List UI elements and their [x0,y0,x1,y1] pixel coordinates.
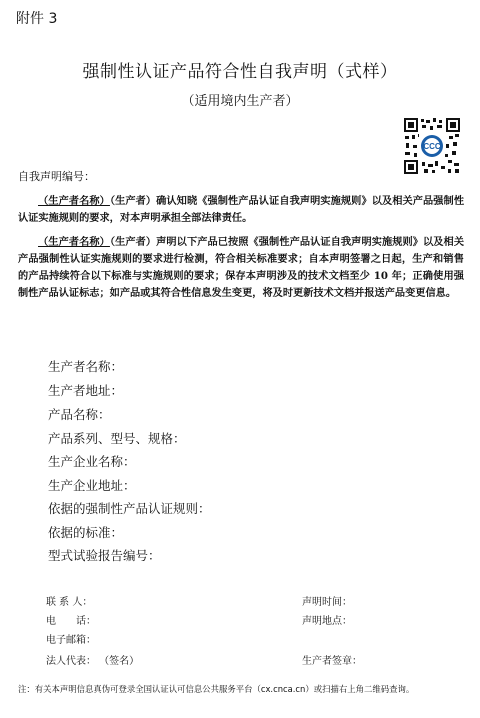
commitment-paragraph [18,193,464,227]
field-product-model: 产品系列、型号、规格： [48,431,186,446]
email-label: 电子邮箱： [46,635,96,646]
legal-representative-label: 法人代表： （签名） [46,656,140,667]
qr-code-icon[interactable] [404,118,460,174]
field-product-name: 产品名称： [48,407,111,422]
field-manufacturer-name: 生产企业名称： [48,454,136,469]
declaration-place-label: 声明地点： [302,616,352,627]
field-standards: 依据的标准： [48,525,124,540]
field-test-report-number: 型式试验报告编号： [48,548,161,563]
declaration-paragraph [18,234,464,302]
producer-name-placeholder: （生产者名称） [38,195,110,207]
declaration-text: （生产者）声明以下产品已按照《强制性产品认证自我声明实施规则》以及相关产品强制性认证实施规则的要求进行检测，符合相关标准要求；自本声明签署之日起，生产和销售的产品持续符合以下标准与实施规则的要求；保存本声明涉及的技术文档至少 10 年；正确使用强制性产品认证标志；如产品或其符合性信息发生变更，将及时更新技术文档并报送产品变更信息。 [18,236,465,299]
page-subtitle: （适用境内生产者） [181,94,299,109]
producer-seal-label: 生产者签章： [302,656,362,667]
field-producer-name: 生产者名称： [48,359,124,374]
declaration-date-label: 声明时间： [302,597,352,608]
field-manufacturer-address: 生产企业地址： [48,478,136,493]
footnote: 注：有关本声明信息真伪可登录全国认证认可信息公共服务平台（cx.cnca.cn）或扫描右上角二维码查询。 [18,684,415,694]
field-producer-address: 生产者地址： [48,383,124,398]
svg-text:CCC: CCC [423,142,441,151]
page-title: 强制性认证产品符合性自我声明（式样） [82,62,398,82]
commitment-text: （生产者）确认知晓《强制性产品认证自我声明实施规则》以及相关产品强制性认证实施规则的要求，对本声明承担全部法律责任。 [18,195,465,224]
producer-name-placeholder: （生产者名称） [38,236,110,248]
phone-label: 电 话： [46,616,96,627]
attachment-label: 附件 3 [16,11,58,27]
contact-person-label: 联 系 人： [46,597,93,608]
declaration-number-label: 自我声明编号： [18,170,95,183]
field-certification-rules: 依据的强制性产品认证规则： [48,501,211,516]
